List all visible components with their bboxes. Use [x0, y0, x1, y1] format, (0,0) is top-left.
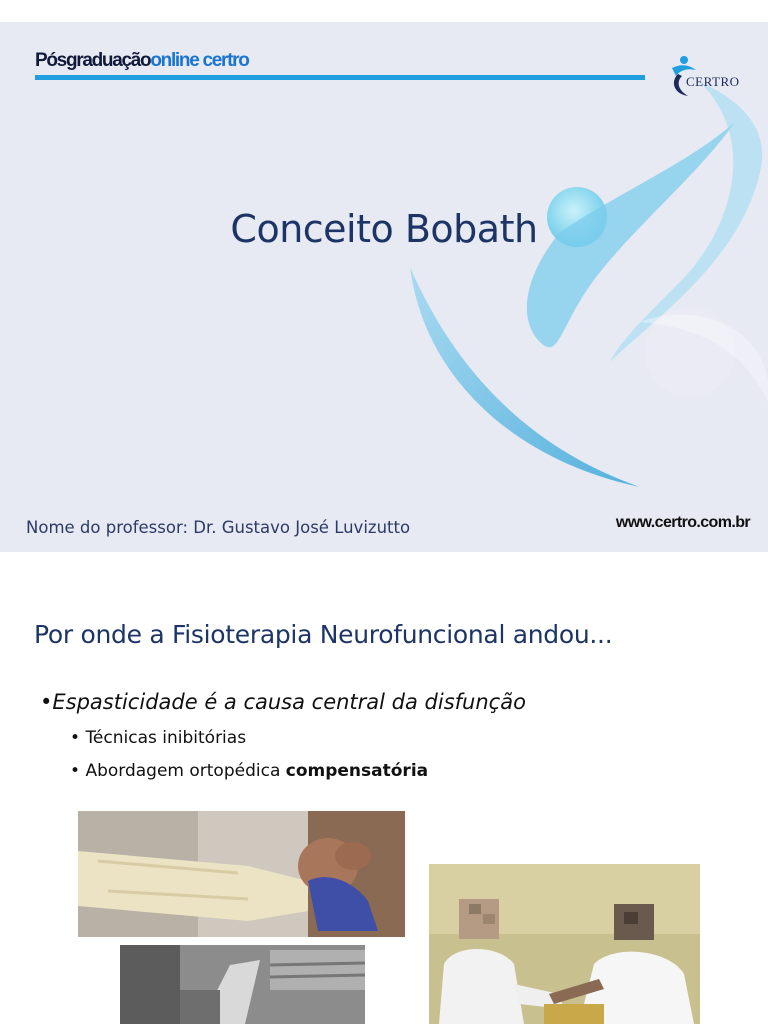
sub-bullet-1-text: Técnicas inibitórias [85, 728, 247, 748]
sub-bullet-1 [70, 728, 246, 748]
title-slide [0, 22, 768, 552]
slide2-title: Por onde a Fisioterapia Neurofuncional andou... [34, 620, 613, 649]
photo-arm-cast [78, 811, 405, 937]
sub-bullet-2 [70, 761, 428, 781]
bullet-text: Espasticidade é a causa central da disfunção [52, 690, 526, 714]
header-rule [35, 75, 645, 80]
header-brand [35, 50, 249, 72]
sub-bullet-2-text: Abordagem ortopédica [85, 761, 286, 781]
professor-name: Nome do professor: Dr. Gustavo José Luvizutto [26, 518, 411, 537]
swoosh-decoration [0, 22, 768, 552]
bullet-item [40, 690, 526, 714]
logo-text: CERTRO [686, 74, 740, 89]
website-url[interactable]: www.certro.com.br [615, 514, 750, 531]
slide-title: Conceito Bobath [230, 207, 538, 251]
header-brand-blue: online certro [150, 50, 249, 71]
header-brand-dark: Pósgraduação [35, 50, 151, 71]
photo-therapy-session [429, 864, 700, 1024]
sub-bullet-2-bold: compensatória [285, 761, 429, 781]
photo-grayscale-orthosis [120, 945, 365, 1024]
bullet-marker: • [40, 690, 53, 714]
sub-bullet-marker: • [70, 761, 81, 781]
sub-bullet-marker: • [70, 728, 81, 748]
